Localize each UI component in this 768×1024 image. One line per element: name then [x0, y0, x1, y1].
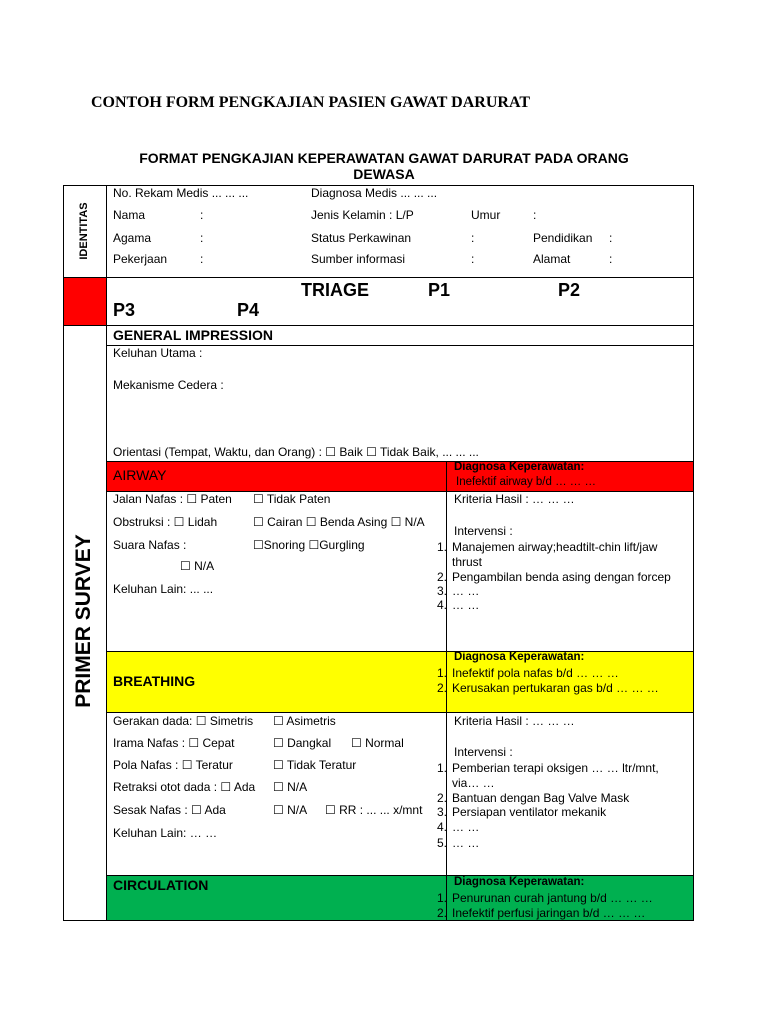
breathing-diag-item: Kerusakan pertukaran gas b/d … … …	[452, 681, 659, 695]
divider	[106, 712, 694, 713]
nama-colon: :	[200, 208, 204, 222]
list-item-number: 3.	[436, 584, 447, 598]
obstruksi: Obstruksi : ☐ Lidah	[113, 515, 218, 529]
sumber-informasi-label: Sumber informasi	[311, 252, 406, 266]
airway-title: AIRWAY	[113, 467, 167, 483]
list-item-number: 2.	[436, 681, 447, 695]
list-item-number: 4.	[436, 820, 447, 834]
pola-nafas-alt: ☐ Tidak Teratur	[273, 758, 357, 772]
airway-kriteria-hasil: Kriteria Hasil : … … …	[454, 492, 575, 506]
list-item-number: 1.	[436, 540, 447, 554]
diagnosa-medis: Diagnosa Medis ... ... ...	[311, 186, 438, 200]
suara-nafas: Suara Nafas :	[113, 538, 187, 552]
border-bottom	[63, 920, 694, 921]
list-item: … …	[452, 584, 480, 598]
agama-label: Agama	[113, 231, 152, 245]
border-left	[63, 185, 64, 921]
jalan-nafas-alt: ☐ Tidak Paten	[253, 492, 331, 506]
umur-colon: :	[533, 208, 537, 222]
alamat-label: Alamat	[533, 252, 571, 266]
gerakan-dada-alt: ☐ Asimetris	[273, 714, 336, 728]
triage-side-red	[63, 278, 106, 325]
triage-p1: P1	[428, 280, 451, 300]
circulation-diag-title: Diagnosa Keperawatan:	[454, 876, 585, 888]
subtitle-line-1: FORMAT PENGKAJIAN KEPERAWATAN GAWAT DARURAT PADA ORANG	[139, 150, 629, 166]
status-perkawinan-colon: :	[471, 231, 475, 245]
list-item-number: 5.	[436, 836, 447, 850]
suara-nafas-alt: ☐Snoring ☐Gurgling	[253, 538, 365, 552]
breathing-title: BREATHING	[113, 673, 196, 689]
divider	[63, 325, 694, 326]
list-item-number: 1.	[436, 891, 447, 905]
list-item-number: 1.	[436, 761, 447, 775]
list-item: thrust	[452, 555, 483, 569]
no-rekam-medis: No. Rekam Medis ... ... ...	[113, 186, 249, 200]
breathing-intervensi-label: Intervensi :	[454, 745, 513, 759]
respiratory-rate: ☐ RR : ... ... x/mnt	[325, 803, 423, 817]
main-title: CONTOH FORM PENGKAJIAN PASIEN GAWAT DARURAT	[91, 94, 530, 111]
mekanisme-cedera: Mekanisme Cedera :	[113, 378, 224, 392]
list-item: … …	[452, 836, 480, 850]
list-item-number: 1.	[436, 666, 447, 680]
umur-label: Umur	[471, 208, 501, 222]
jalan-nafas: Jalan Nafas : ☐ Paten	[113, 492, 232, 506]
sumber-informasi-colon: :	[471, 252, 475, 266]
breathing-diag-item: Inefektif pola nafas b/d … … …	[452, 666, 619, 680]
irama-nafas-alt-2: ☐ Normal	[351, 736, 404, 750]
circulation-diag-item: Inefektif perfusi jaringan b/d … … …	[452, 906, 646, 920]
divider	[63, 277, 694, 278]
pola-nafas: Pola Nafas : ☐ Teratur	[113, 758, 233, 772]
subtitle-line-2: DEWASA	[353, 166, 415, 182]
sesak-nafas-alt: ☐ N/A	[273, 803, 308, 817]
retraksi-alt: ☐ N/A	[273, 780, 308, 794]
agama-colon: :	[200, 231, 204, 245]
pendidikan-label: Pendidikan	[533, 231, 593, 245]
airway-keluhan-lain: Keluhan Lain: ... ...	[113, 582, 214, 596]
list-item: Manajemen airway;headtilt-chin lift/jaw	[452, 540, 658, 554]
triage-p4: P4	[237, 300, 260, 320]
list-item: Persiapan ventilator mekanik	[452, 805, 607, 819]
airway-diag-title: Diagnosa Keperawatan:	[454, 461, 585, 473]
list-item-number: 3.	[436, 805, 447, 819]
list-item: Pengambilan benda asing dengan forcep	[452, 570, 671, 584]
airway-bar	[106, 461, 694, 491]
obstruksi-alt: ☐ Cairan ☐ Benda Asing ☐ N/A	[253, 515, 425, 529]
gerakan-dada: Gerakan dada: ☐ Simetris	[113, 714, 254, 728]
irama-nafas: Irama Nafas : ☐ Cepat	[113, 736, 235, 750]
list-item: via… …	[452, 776, 495, 790]
list-item-number: 2.	[436, 791, 447, 805]
breathing-keluhan-lain: Keluhan Lain: … …	[113, 826, 218, 840]
list-item: … …	[452, 598, 480, 612]
airway-intervensi-label: Intervensi :	[454, 524, 513, 538]
circulation-diag-item: Penurunan curah jantung b/d … … …	[452, 891, 653, 905]
jenis-kelamin: Jenis Kelamin : L/P	[311, 208, 414, 222]
status-perkawinan-label: Status Perkawinan	[311, 231, 412, 245]
primer-survey-side-label: PRIMER SURVEY	[72, 534, 95, 708]
suara-nafas-na: ☐ N/A	[180, 559, 215, 573]
divider	[106, 651, 694, 652]
list-item-number: 2.	[436, 570, 447, 584]
orientasi: Orientasi (Tempat, Waktu, dan Orang) : ☐ Baik ☐ Tidak Baik, ... ... ...	[113, 445, 479, 459]
breathing-kriteria-hasil: Kriteria Hasil : … … …	[454, 714, 575, 728]
triage-p3: P3	[113, 300, 136, 320]
irama-nafas-alt-1: ☐ Dangkal	[273, 736, 332, 750]
list-item: Pemberian terapi oksigen … … ltr/mnt,	[452, 761, 659, 775]
keluhan-utama: Keluhan Utama :	[113, 346, 203, 360]
nama-label: Nama	[113, 208, 146, 222]
pendidikan-colon: :	[609, 231, 613, 245]
breathing-diag-title: Diagnosa Keperawatan:	[454, 651, 585, 663]
list-item: Bantuan dengan Bag Valve Mask	[452, 791, 630, 805]
circulation-title: CIRCULATION	[113, 877, 209, 893]
alamat-colon: :	[609, 252, 613, 266]
triage-label: TRIAGE	[301, 280, 370, 300]
list-item-number: 2.	[436, 906, 447, 920]
identitas-side-label: IDENTITAS	[78, 202, 90, 260]
side-column-divider	[106, 185, 107, 921]
list-item: … …	[452, 820, 480, 834]
border-right	[693, 185, 694, 921]
list-item-number: 4.	[436, 598, 447, 612]
triage-p2: P2	[558, 280, 581, 300]
pekerjaan-colon: :	[200, 252, 204, 266]
general-impression-title: GENERAL IMPRESSION	[113, 327, 273, 343]
divider	[106, 461, 694, 462]
retraksi-otot-dada: Retraksi otot dada : ☐ Ada	[113, 780, 256, 794]
pekerjaan-label: Pekerjaan	[113, 252, 168, 266]
airway-diag-item: Inefektif airway b/d … … …	[456, 476, 596, 488]
sesak-nafas: Sesak Nafas : ☐ Ada	[113, 803, 226, 817]
divider	[106, 875, 694, 876]
